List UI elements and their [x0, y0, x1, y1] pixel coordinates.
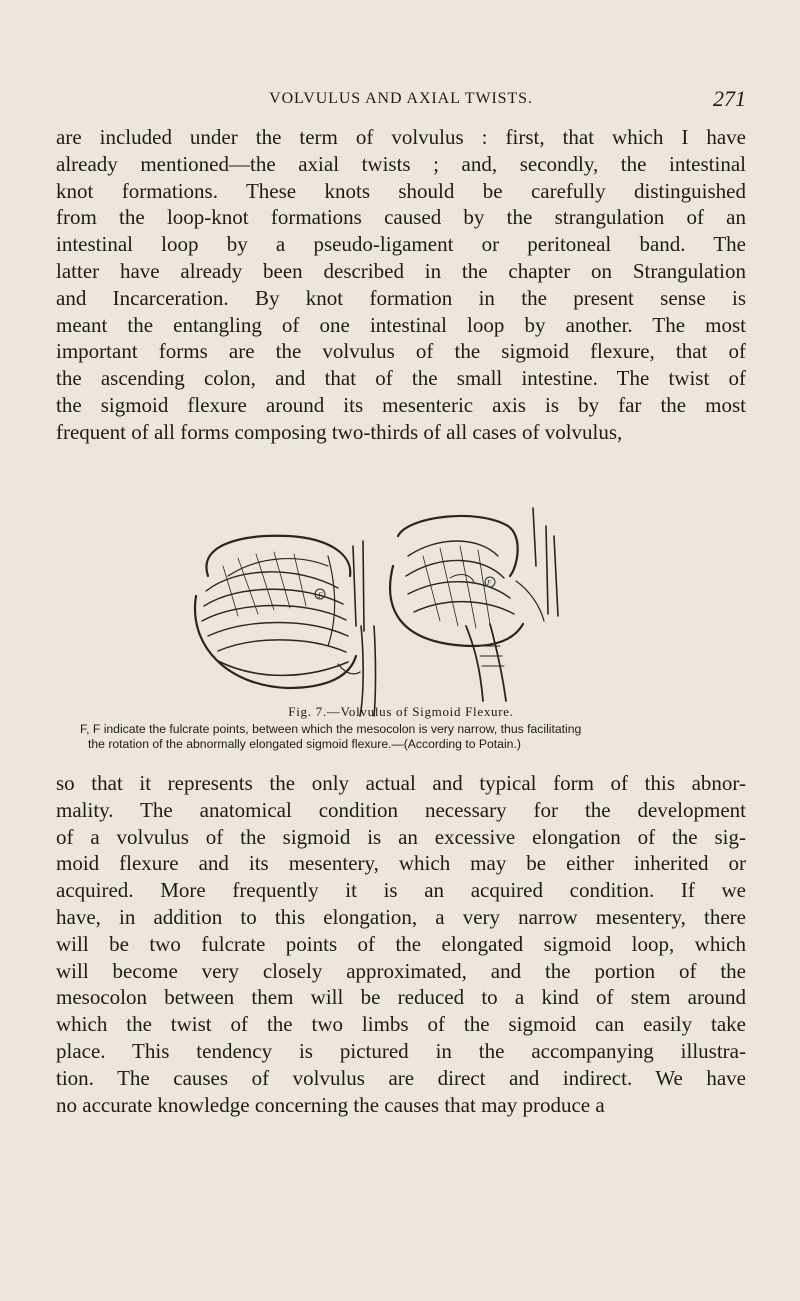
text-line: from the loop-knot formations caused by the strangulation of an	[56, 205, 746, 230]
right-twist-drawing	[390, 508, 558, 701]
text-line: will be two fulcrate points of the elongated sigmoid loop, which	[56, 931, 746, 956]
page-number: 271	[713, 86, 746, 111]
paragraph-1	[56, 124, 746, 446]
text-line: intestinal loop by a pseudo-ligament or peritoneal band. The	[56, 232, 746, 257]
running-title: VOLVULUS AND AXIAL TWISTS.	[269, 90, 533, 107]
text-line: the ascending colon, and that of the small intestine. The twist of	[56, 366, 746, 391]
fulcrate-label-f-small: F	[487, 579, 492, 587]
text-line: have, in addition to this elongation, a very narrow mesentery, there	[56, 904, 746, 929]
sigmoid-volvulus-illustration	[178, 496, 598, 718]
text-line: the sigmoid flexure around its mesenteric axis is by far the most	[56, 392, 746, 417]
figure-caption	[80, 722, 730, 752]
figure-caption-title: Fig. 7.—Volvulus of Sigmoid Flexure.	[288, 704, 514, 719]
text-line: frequent of all forms composing two-thirds of all cases of volvulus,	[56, 419, 623, 444]
text-line: place. This tendency is pictured in the accompanying illustra-	[56, 1038, 746, 1063]
text-line: of a volvulus of the sigmoid is an excessive elongation of the sig-	[56, 824, 746, 849]
text-line: will become very closely approximated, and the portion of the	[56, 958, 746, 983]
text-line: already mentioned—the axial twists ; and, secondly, the intestinal	[56, 151, 746, 176]
text-line: latter have already been described in the chapter on Strangulation	[56, 258, 746, 283]
fulcrate-label-f-large: F	[318, 591, 323, 600]
text-line: are included under the term of volvulus : first, that which I have	[56, 125, 746, 149]
text-line: knot formations. These knots should be carefully distinguished	[56, 178, 746, 203]
text-line: and Incarceration. By knot formation in the present sense is	[56, 285, 746, 310]
text-line: which the twist of the two limbs of the sigmoid can easily take	[56, 1012, 746, 1037]
text-line: mesocolon between them will be reduced to a kind of stem around	[56, 985, 746, 1010]
text-line: no accurate knowledge concerning the causes that may produce a	[56, 1092, 605, 1117]
text-line: mality. The anatomical condition necessary for the development	[56, 797, 746, 822]
caption-line: F, F indicate the fulcrate points, between which the mesocolon is very narrow, thus facilitating	[80, 722, 582, 736]
text-line: so that it represents the only actual and typical form of this abnor-	[56, 771, 746, 795]
paragraph-2	[56, 770, 746, 1118]
text-line: acquired. More frequently it is an acquired condition. If we	[56, 878, 746, 903]
text-line: important forms are the volvulus of the sigmoid flexure, that of	[56, 339, 746, 364]
text-line: tion. The causes of volvulus are direct and indirect. We have	[56, 1065, 746, 1090]
text-line: moid flexure and its mesentery, which may be either inherited or	[56, 851, 746, 876]
left-loop-drawing	[195, 536, 376, 716]
caption-line: the rotation of the abnormally elongated sigmoid flexure.—(According to Potain.)	[88, 737, 521, 751]
running-head	[56, 88, 746, 114]
text-line: meant the entangling of one intestinal loop by another. The most	[56, 312, 746, 337]
